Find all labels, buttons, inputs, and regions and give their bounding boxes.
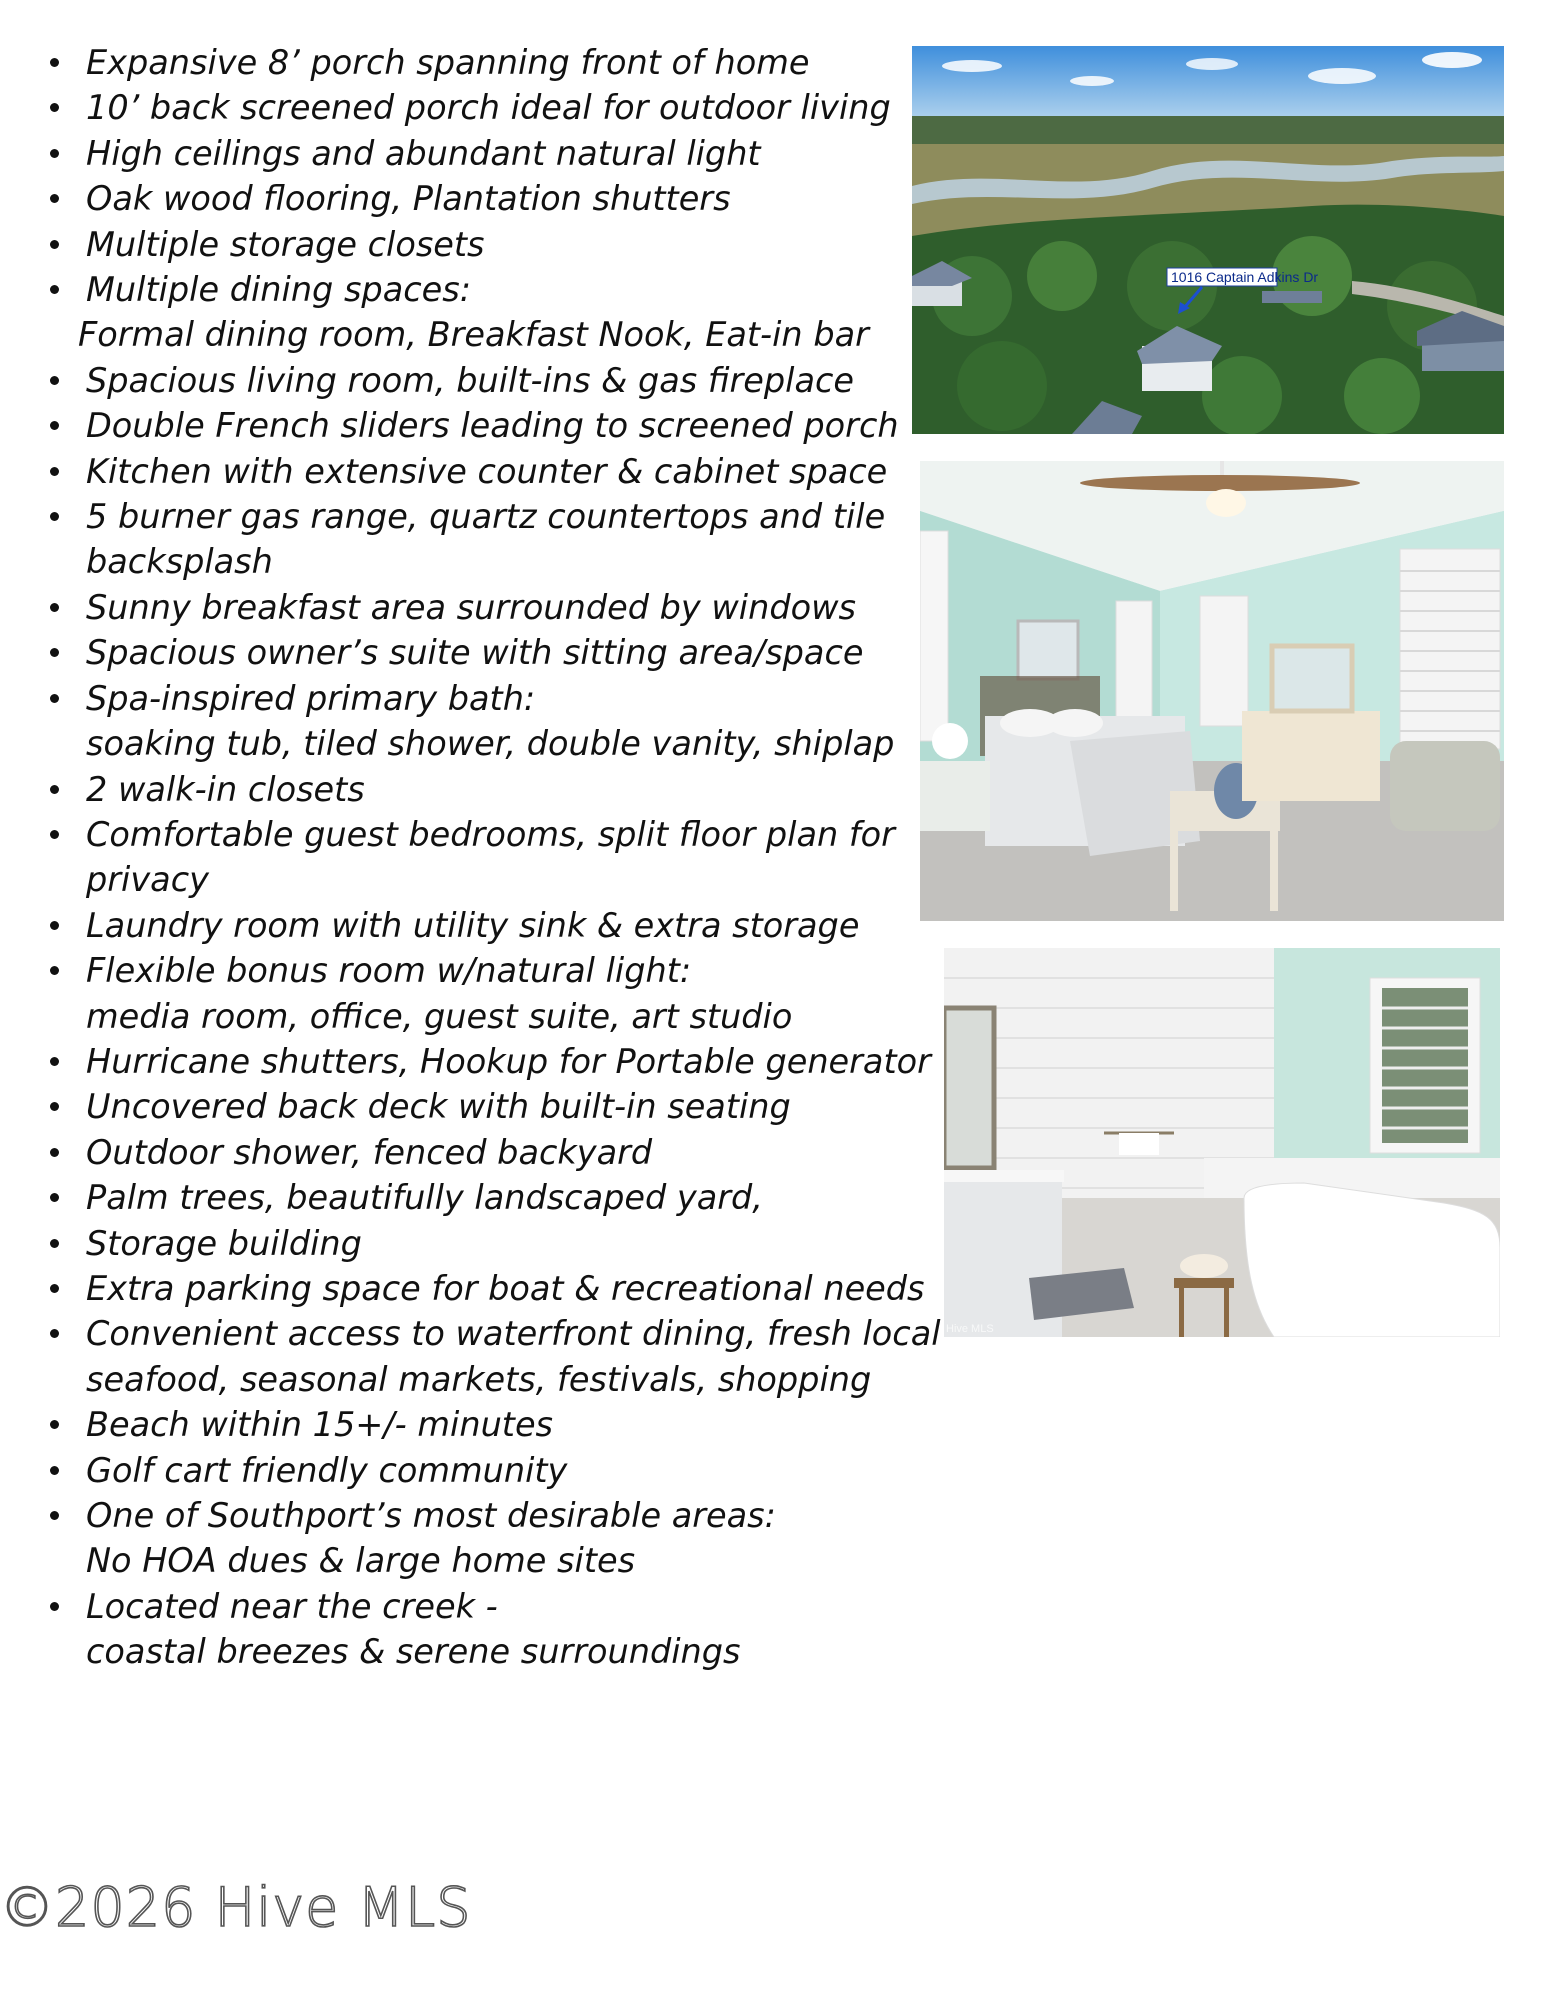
feature-item: Oak wood flooring, Plantation shutters (44, 176, 944, 221)
feature-item: Formal dining room, Breakfast Nook, Eat-in bar (78, 315, 869, 355)
feature-item: One of Southport’s most desirable areas: (44, 1493, 944, 1538)
feature-item: Palm trees, beautifully landscaped yard, (44, 1175, 944, 1220)
feature-item: Multiple storage closets (44, 222, 944, 267)
feature-item: Spacious living room, built-ins & gas fireplace (44, 358, 944, 403)
feature-item: 5 burner gas range, quartz countertops and tile (44, 494, 944, 539)
feature-item: 2 walk-in closets (44, 767, 944, 812)
bathroom-photo (944, 948, 1500, 1337)
feature-item: Hurricane shutters, Hookup for Portable generator (44, 1039, 944, 1084)
feature-item: Comfortable guest bedrooms, split floor plan for (44, 812, 944, 857)
feature-item: Golf cart friendly community (44, 1448, 944, 1493)
feature-item: privacy (86, 860, 209, 900)
feature-item: 10’ back screened porch ideal for outdoor living (44, 85, 944, 130)
feature-item: seafood, seasonal markets, festivals, shopping (86, 1359, 872, 1399)
feature-item: soaking tub, tiled shower, double vanity, shiplap (86, 724, 895, 764)
feature-item: Storage building (44, 1221, 944, 1266)
feature-item: coastal breezes & serene surroundings (86, 1632, 741, 1672)
feature-item: Laundry room with utility sink & extra storage (44, 903, 944, 948)
feature-item: Flexible bonus room w/natural light: (44, 948, 944, 993)
feature-item: backsplash (86, 542, 273, 582)
feature-item: Multiple dining spaces: (44, 267, 944, 312)
feature-item: Outdoor shower, fenced backyard (44, 1130, 944, 1175)
aerial-photo (912, 46, 1504, 434)
feature-item: Uncovered back deck with built-in seating (44, 1084, 944, 1129)
feature-item: Double French sliders leading to screened porch (44, 403, 944, 448)
bedroom-photo (920, 461, 1504, 921)
feature-item: No HOA dues & large home sites (86, 1541, 636, 1581)
feature-item: Located near the creek - (44, 1584, 944, 1629)
feature-item: High ceilings and abundant natural light (44, 131, 944, 176)
feature-item: Spa-inspired primary bath: (44, 676, 944, 721)
feature-item: media room, office, guest suite, art studio (86, 996, 793, 1036)
feature-item: Convenient access to waterfront dining, fresh local (44, 1311, 944, 1356)
feature-item: Spacious owner’s suite with sitting area/space (44, 630, 944, 675)
feature-item: Sunny breakfast area surrounded by windows (44, 585, 944, 630)
bath-watermark: Hive MLS (946, 1323, 994, 1335)
feature-item: Extra parking space for boat & recreational needs (44, 1266, 944, 1311)
feature-list (44, 40, 944, 1675)
feature-item: Expansive 8’ porch spanning front of home (44, 40, 944, 85)
feature-item: Beach within 15+/- minutes (44, 1402, 944, 1447)
aerial-address-label: 1016 Captain Adkins Dr (1171, 269, 1319, 285)
feature-item: Kitchen with extensive counter & cabinet space (44, 449, 944, 494)
copyright-notice: ©2026 Hive MLS (0, 1876, 472, 1939)
